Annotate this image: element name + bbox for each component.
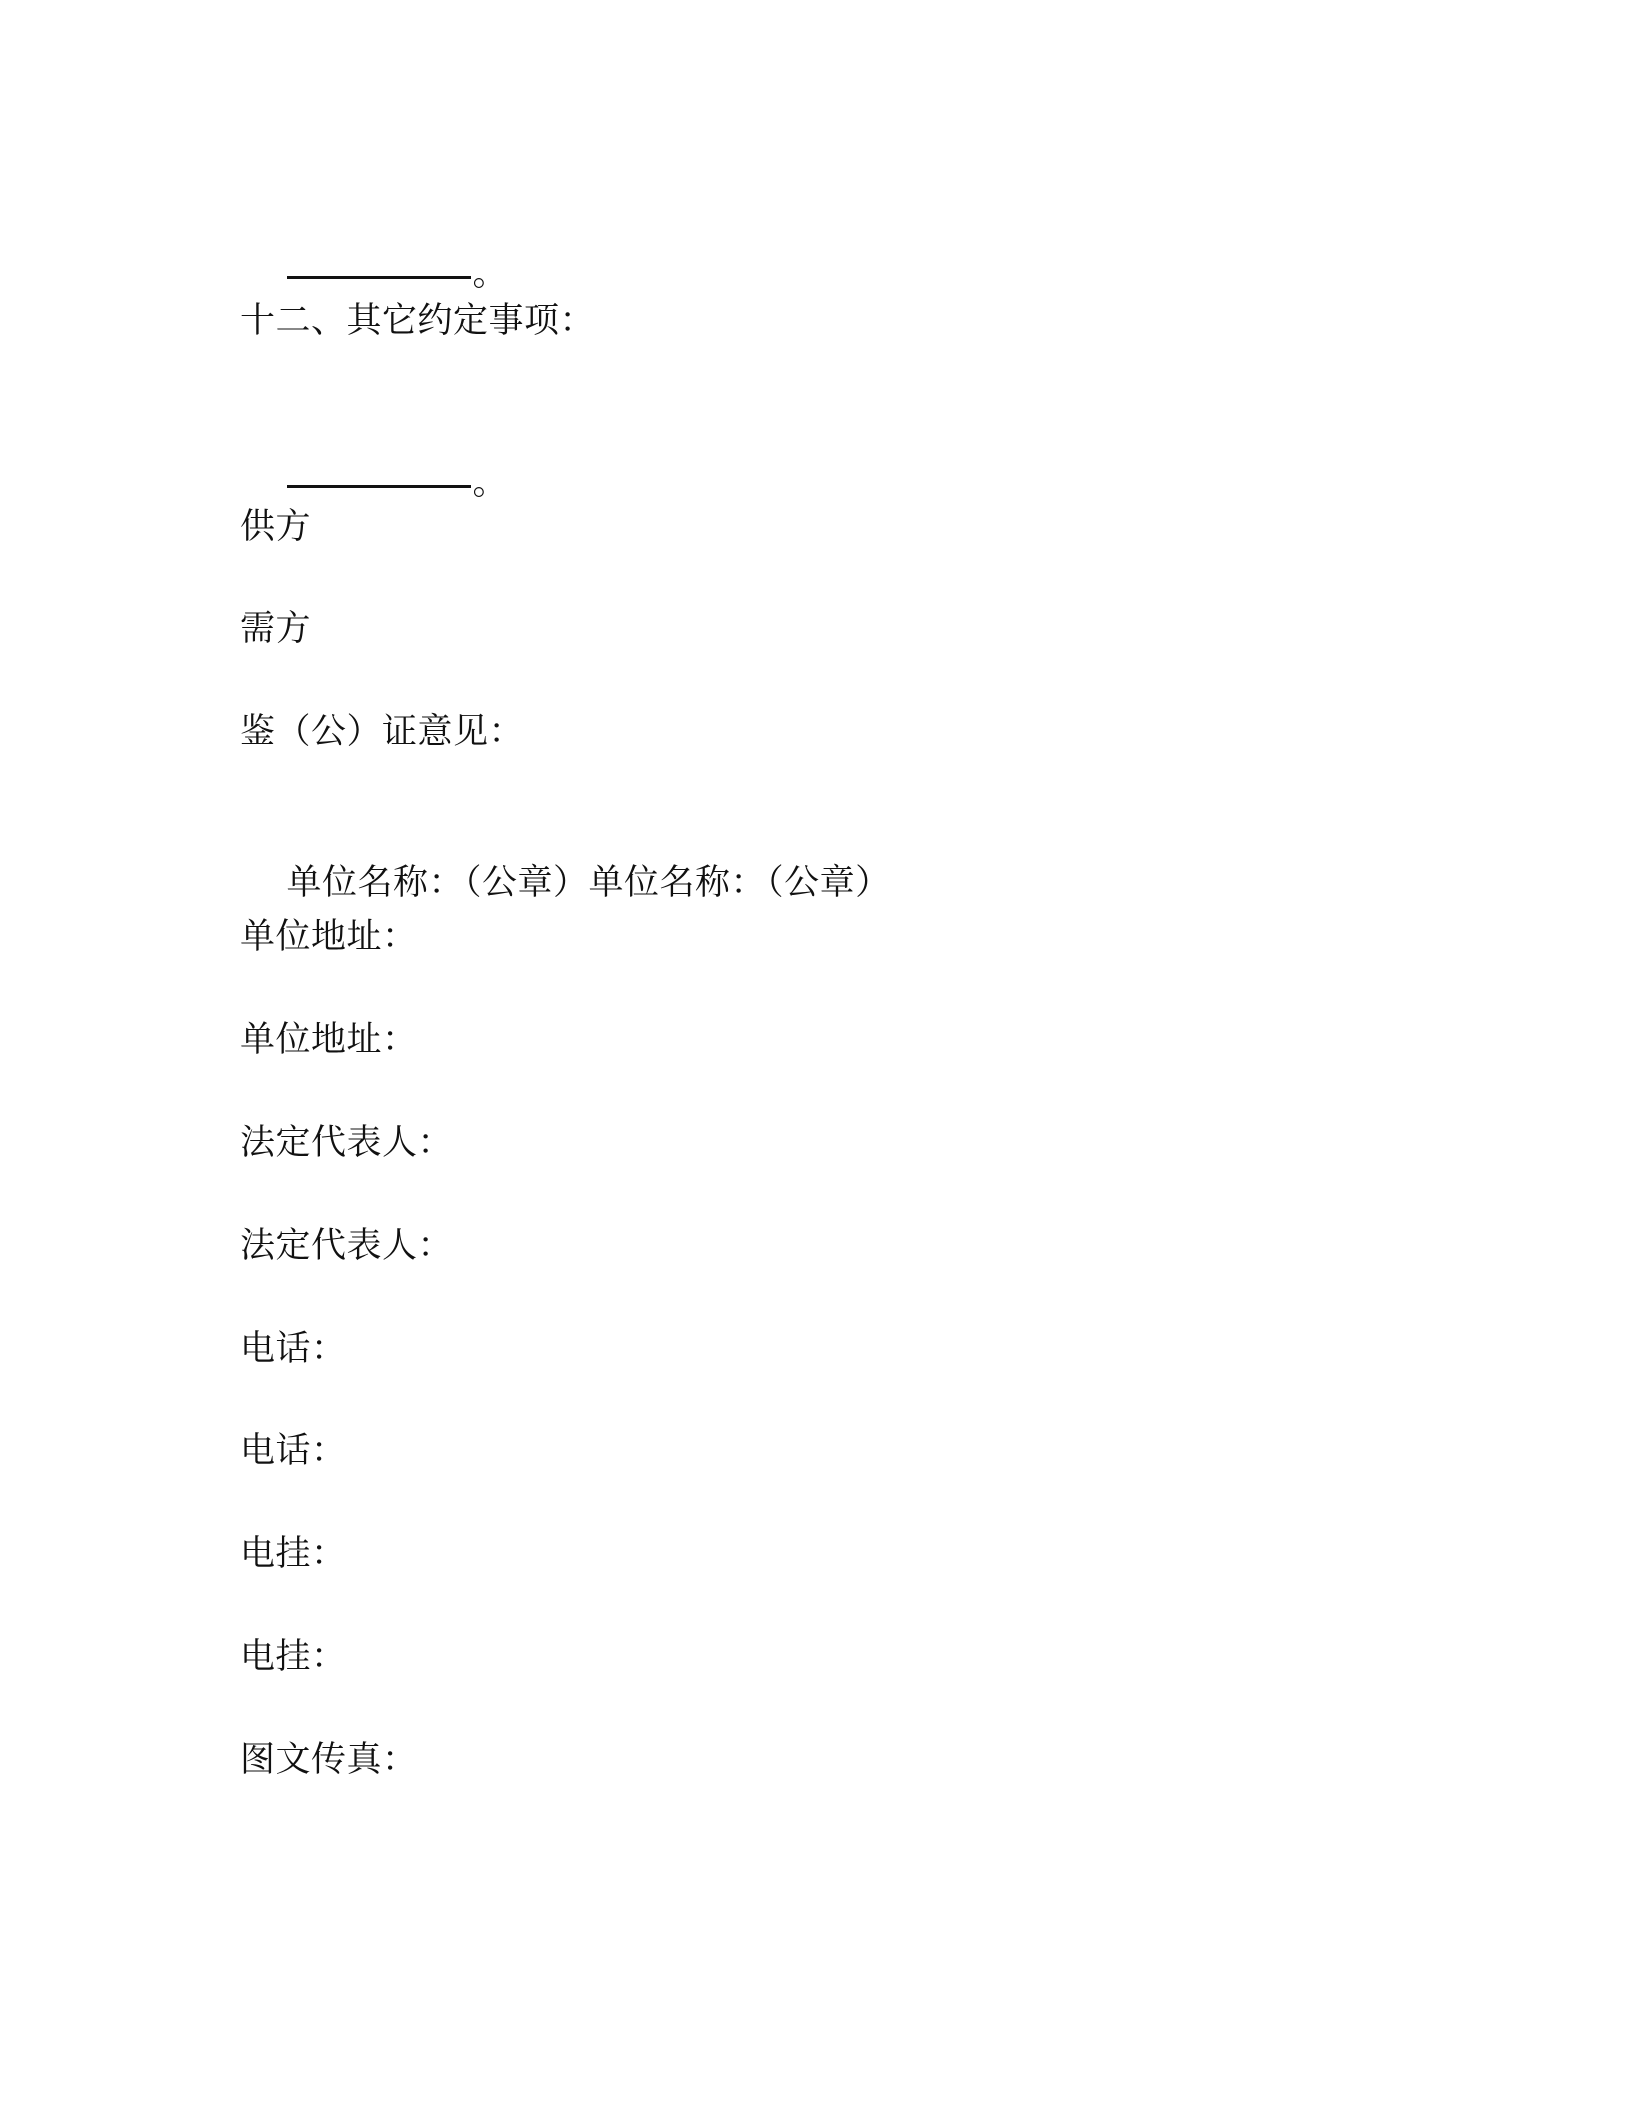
supplier-label: 供方 [240,507,312,547]
legal-representative-label-2: 法定代表人： [240,1226,454,1266]
telegram-label-1: 电挂： [240,1534,347,1574]
notary-opinion-label: 鉴（公）证意见： [240,712,525,752]
period: 。 [472,463,509,503]
seal-label-b: （公章） [766,863,891,903]
fax-label: 图文传真： [240,1740,418,1780]
fill-in-blank [287,276,471,279]
phone-label-1: 电话： [240,1329,347,1369]
phone-label-2: 电话： [240,1431,347,1471]
unit-name-label-a: 单位名称： [286,863,465,903]
seal-label-a: （公章） [464,863,589,903]
unit-address-label-2: 单位地址： [240,1020,418,1060]
section-heading-12: 十二、其它约定事项： [240,301,596,341]
unit-address-label-1: 单位地址： [240,917,418,957]
unit-name-label-b: 单位名称： [588,863,767,903]
telegram-label-2: 电挂： [240,1637,347,1677]
period: 。 [472,254,509,294]
demander-label: 需方 [240,609,312,649]
fill-in-blank [287,485,471,488]
legal-representative-label-1: 法定代表人： [240,1123,454,1163]
